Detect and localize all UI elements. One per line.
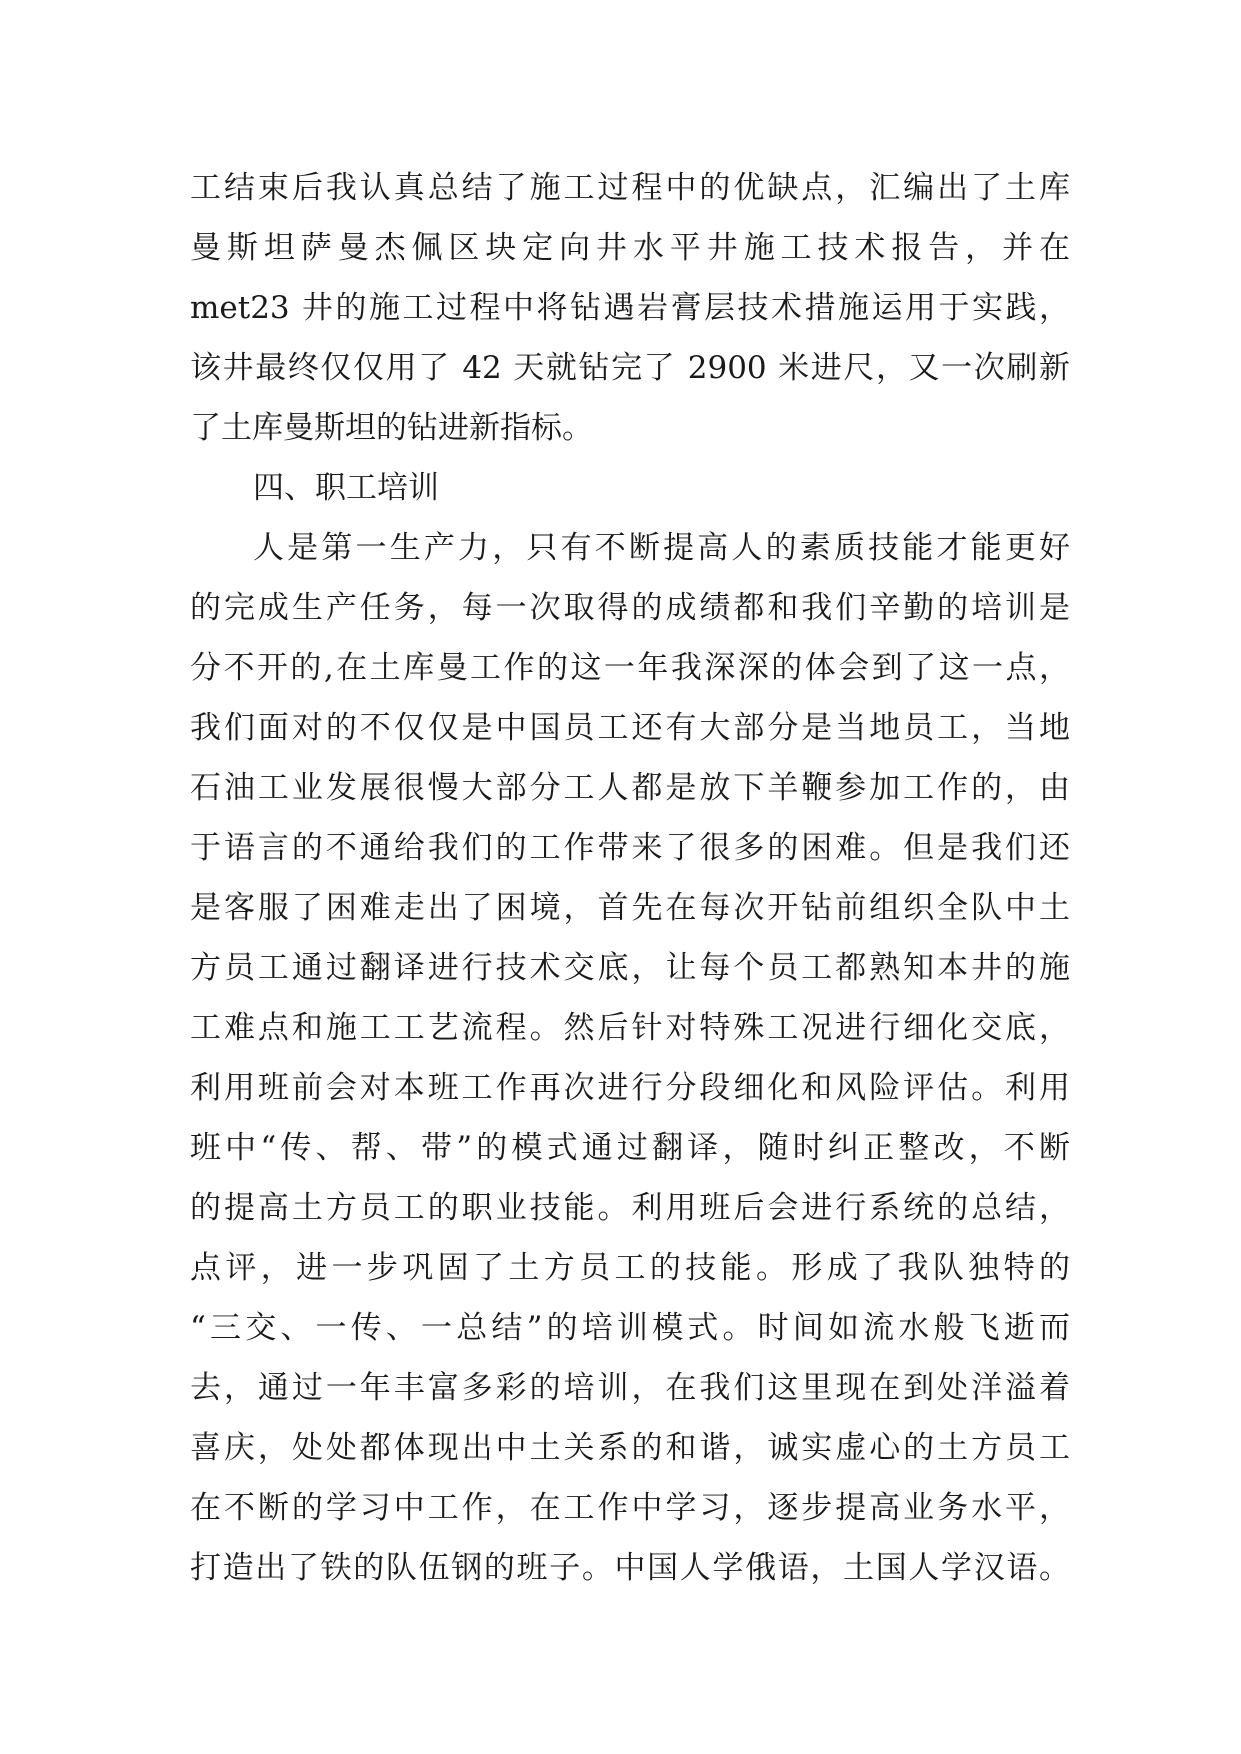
text-line: 去，通过一年丰富多彩的培训，在我们这里现在到处洋溢着: [190, 1370, 1070, 1406]
text-line: 石油工业发展很慢大部分工人都是放下羊鞭参加工作的，由: [190, 770, 1070, 806]
text-line: 喜庆，处处都体现出中土关系的和谐，诚实虚心的土方员工: [190, 1430, 1070, 1466]
text-line: 的提高土方员工的职业技能。利用班后会进行系统的总结，: [190, 1190, 1070, 1226]
text-line: 利用班前会对本班工作再次进行分段细化和风险评估。利用: [190, 1070, 1070, 1106]
text-line: 工结束后我认真总结了施工过程中的优缺点，汇编出了土库: [190, 170, 1070, 206]
text-line: 曼斯坦萨曼杰佩区块定向井水平井施工技术报告，并在: [190, 230, 1070, 266]
body-text: [190, 158, 1070, 1598]
text-line: 的完成生产任务，每一次取得的成绩都和我们辛勤的培训是: [190, 590, 1070, 626]
text-line: 班中“传、帮、带”的模式通过翻译，随时纠正整改，不断: [190, 1130, 1070, 1166]
text-line: 我们面对的不仅仅是中国员工还有大部分是当地员工，当地: [190, 710, 1070, 746]
text-line: “三交、一传、一总结”的培训模式。时间如流水般飞逝而: [190, 1310, 1070, 1346]
text-line: 是客服了困难走出了困境，首先在每次开钻前组织全队中土: [190, 890, 1070, 926]
paragraph-first-line: 人是第一生产力，只有不断提高人的素质技能才能更好: [253, 530, 1070, 566]
text-line: 点评，进一步巩固了土方员工的技能。形成了我队独特的: [190, 1250, 1070, 1286]
text-line: 打造出了铁的队伍钢的班子。中国人学俄语，土国人学汉语。: [190, 1550, 1070, 1586]
text-line: 该井最终仅仅用了 42 天就钻完了 2900 米进尺，又一次刷新: [190, 350, 1070, 386]
text-line: 了土库曼斯坦的钻进新指标。: [190, 410, 593, 446]
text-line: 在不断的学习中工作，在工作中学习，逐步提高业务水平，: [190, 1490, 1070, 1526]
text-line: 分不开的,在土库曼工作的这一年我深深的体会到了这一点，: [190, 650, 1070, 686]
text-line: 方员工通过翻译进行技术交底，让每个员工都熟知本井的施: [190, 950, 1070, 986]
text-line: 工难点和施工工艺流程。然后针对特殊工况进行细化交底，: [190, 1010, 1070, 1046]
text-line: met23 井的施工过程中将钻遇岩膏层技术措施运用于实践，: [190, 290, 1070, 326]
text-line: 于语言的不通给我们的工作带来了很多的困难。但是我们还: [190, 830, 1070, 866]
section-heading: 四、职工培训: [253, 470, 439, 506]
